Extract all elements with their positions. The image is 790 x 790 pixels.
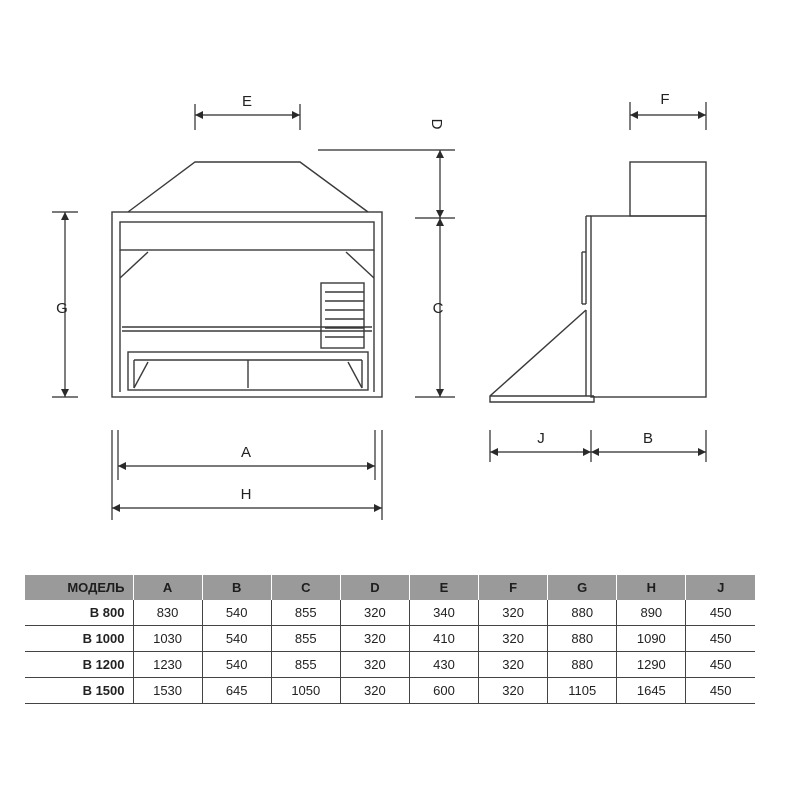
header-h: H — [617, 575, 686, 600]
value-cell: 320 — [340, 626, 409, 652]
value-cell: 320 — [479, 626, 548, 652]
value-cell: 855 — [271, 652, 340, 678]
header-j: J — [686, 575, 755, 600]
header-e: E — [409, 575, 478, 600]
header-b: B — [202, 575, 271, 600]
label-g: G — [56, 300, 68, 317]
label-f: F — [660, 91, 670, 108]
front-lintel — [120, 222, 374, 250]
table-row — [25, 678, 755, 704]
value-cell: 450 — [686, 600, 755, 626]
value-cell: 1290 — [617, 652, 686, 678]
value-cell: 540 — [202, 626, 271, 652]
value-cell: 880 — [548, 626, 617, 652]
right-wall-diagonal — [346, 252, 374, 278]
front-view — [112, 162, 382, 397]
value-cell: 880 — [548, 652, 617, 678]
dimensions-table — [25, 575, 755, 704]
side-support — [490, 310, 594, 402]
value-cell: 450 — [686, 678, 755, 704]
value-cell: 320 — [340, 652, 409, 678]
model-cell: B 1000 — [25, 626, 133, 652]
value-cell: 540 — [202, 600, 271, 626]
header-a: A — [133, 575, 202, 600]
header-c: C — [271, 575, 340, 600]
model-cell: B 800 — [25, 600, 133, 626]
value-cell: 340 — [409, 600, 478, 626]
table-row — [25, 652, 755, 678]
dimension-label-group — [56, 91, 669, 503]
label-e: E — [241, 93, 253, 110]
value-cell: 450 — [686, 652, 755, 678]
value-cell: 890 — [617, 600, 686, 626]
value-cell: 645 — [202, 678, 271, 704]
value-cell: 450 — [686, 626, 755, 652]
model-cell: B 1200 — [25, 652, 133, 678]
value-cell: 410 — [409, 626, 478, 652]
value-cell: 855 — [271, 600, 340, 626]
value-cell: 320 — [340, 600, 409, 626]
header-f: F — [479, 575, 548, 600]
side-body — [591, 216, 706, 397]
value-cell: 320 — [340, 678, 409, 704]
value-cell: 830 — [133, 600, 202, 626]
label-c: C — [432, 300, 444, 317]
value-cell: 600 — [409, 678, 478, 704]
label-d: D — [428, 118, 445, 130]
value-cell: 1530 — [133, 678, 202, 704]
value-cell: 1645 — [617, 678, 686, 704]
left-wall-diagonal — [120, 252, 148, 278]
label-h: H — [240, 486, 252, 503]
value-cell: 880 — [548, 600, 617, 626]
value-cell: 1030 — [133, 626, 202, 652]
header-d: D — [340, 575, 409, 600]
label-b: B — [642, 430, 654, 447]
dimension-lines — [52, 102, 706, 520]
header-g: G — [548, 575, 617, 600]
value-cell: 1105 — [548, 678, 617, 704]
value-cell: 1090 — [617, 626, 686, 652]
outer-frame — [112, 212, 382, 397]
value-cell: 320 — [479, 652, 548, 678]
model-cell: B 1500 — [25, 678, 133, 704]
grill-rack — [321, 283, 364, 348]
value-cell: 430 — [409, 652, 478, 678]
label-a: A — [240, 444, 252, 461]
hood — [128, 162, 368, 212]
side-view — [490, 162, 706, 402]
value-cell: 855 — [271, 626, 340, 652]
label-j: J — [537, 430, 545, 447]
value-cell: 320 — [479, 678, 548, 704]
header-model: МОДЕЛЬ — [25, 575, 133, 600]
value-cell: 540 — [202, 652, 271, 678]
table-header-row — [25, 575, 755, 600]
value-cell: 320 — [479, 600, 548, 626]
value-cell: 1050 — [271, 678, 340, 704]
table-row — [25, 600, 755, 626]
value-cell: 1230 — [133, 652, 202, 678]
table-row — [25, 626, 755, 652]
chimney — [630, 162, 706, 216]
